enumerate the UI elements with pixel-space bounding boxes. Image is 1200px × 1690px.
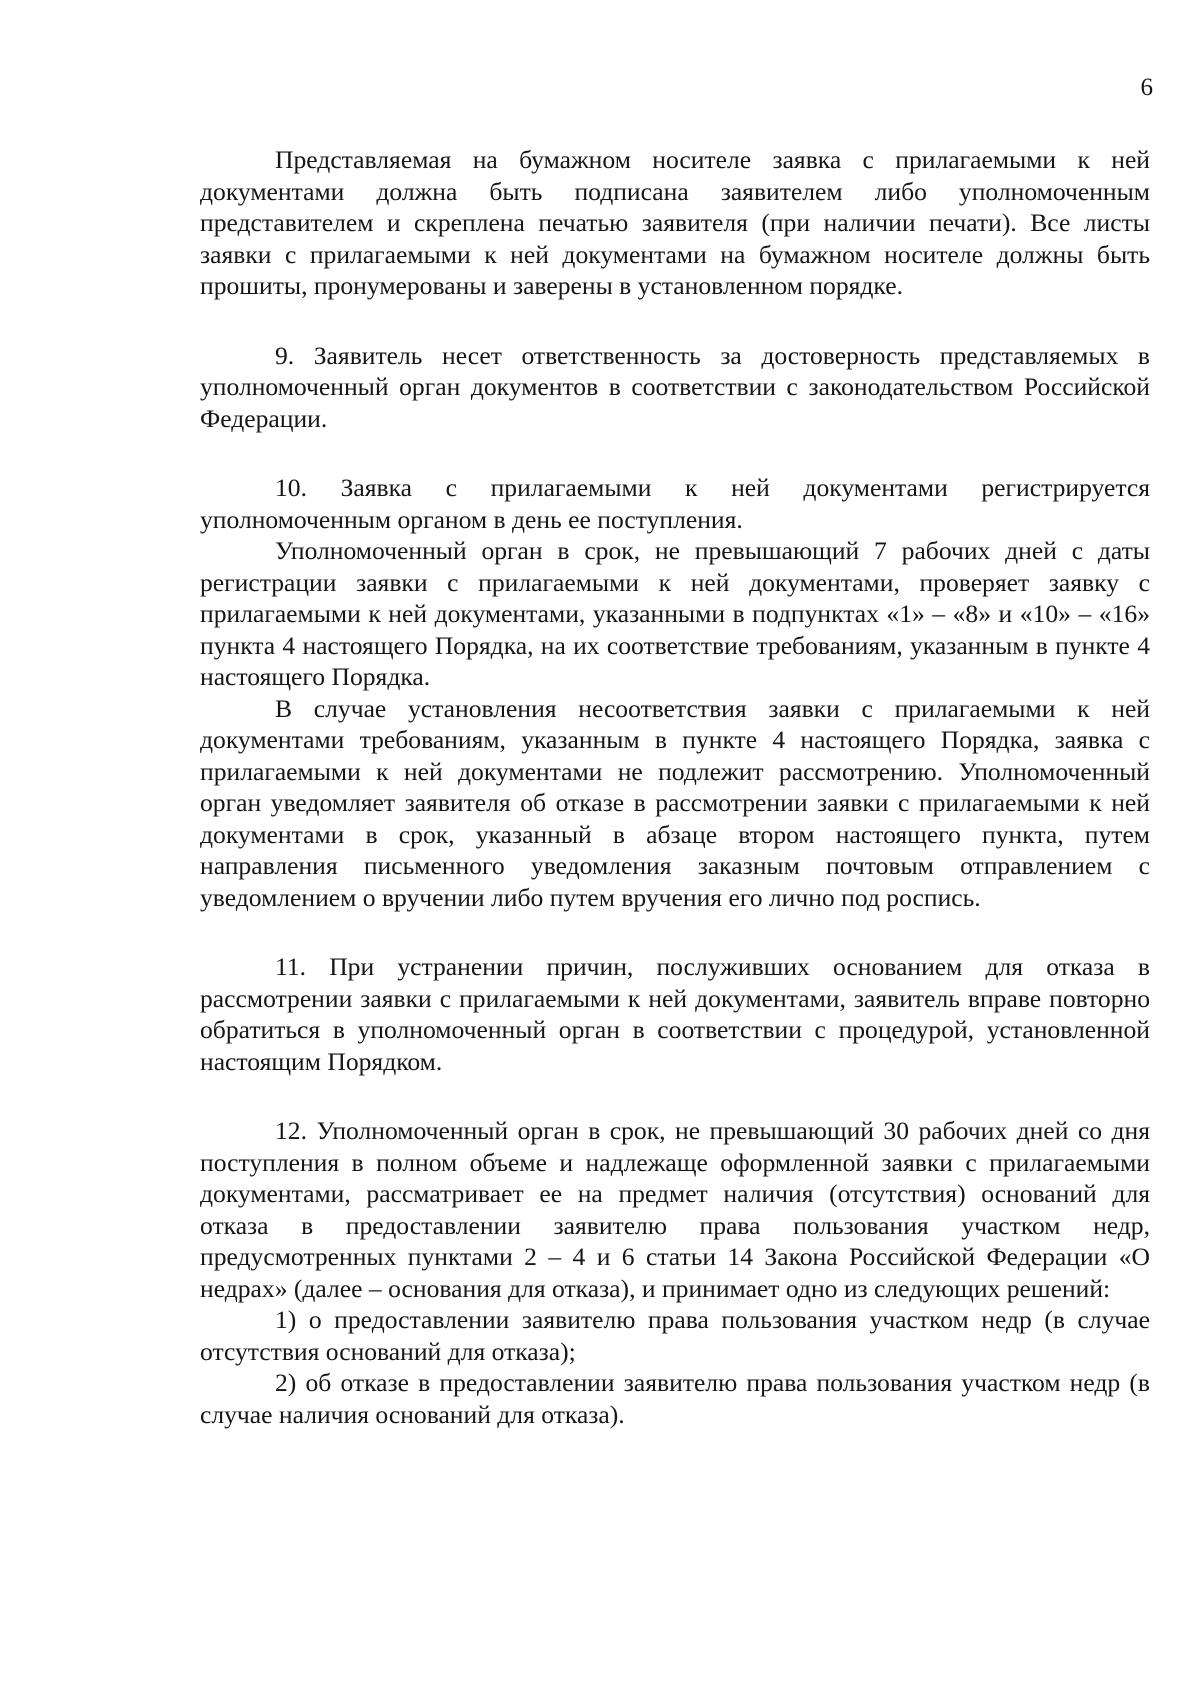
page-number: 6 — [1140, 74, 1153, 101]
paragraph-signing-requirements: Представляемая на бумажном носителе заявка с прилагаемыми к ней документами должна быть подписана заявителем либо уполномоченным представителем и скреплена печатью заявителя (при наличии печати). Все листы заявки с прилагаемыми к ней документами на бумажном носителе должны быть прошиты, пронумерованы и заверены в установленном порядке. — [200, 145, 1150, 300]
paragraph-item-10-mismatch: В случае установления несоответствия заявки с прилагаемыми к ней документами требованиям, указанным в пункте 4 настоящего Порядка, заявка с прилагаемыми к ней документами не подлежит рассмотрению. Уполномоченный орган уведомляет заявителя об отказе в рассмотрении заявки с прилагаемыми к ней документами в срок, указанный в абзаце втором настоящего пункта, путем направления письменного уведомления заказным почтовым отправлением с уведомлением о вручении либо путем вручения его лично под роспись. — [200, 693, 1150, 912]
paragraph-decision-2: 2) об отказе в предоставлении заявителю права пользования участком недр (в случае наличия оснований для отказа). — [200, 1368, 1150, 1429]
paragraph-item-10-review: Уполномоченный орган в срок, не превышающий 7 рабочих дней с даты регистрации заявки с прилагаемыми к ней документами, проверяет заявку с прилагаемыми к ней документами, указанными в подпунктах «1» – «8» и «10» – «16» пункта 4 настоящего Порядка, на их соответствие требованиям, указанным в пункте 4 настоящего Порядка. — [200, 536, 1150, 691]
paragraph-item-10: 10. Заявка с прилагаемыми к ней документами регистрируется уполномоченным органом в день ее поступления. — [200, 473, 1150, 534]
paragraph-item-9: 9. Заявитель несет ответственность за достоверность представляемых в уполномоченный орган документов в соответствии с законодательством Российской Федерации. — [200, 340, 1150, 433]
document-body — [200, 144, 1150, 1430]
paragraph-item-11: 11. При устранении причин, послуживших основанием для отказа в рассмотрении заявки с прилагаемыми к ней документами, заявитель вправе повторно обратиться в уполномоченный орган в соответствии с процедурой, установленной настоящим Порядком. — [200, 952, 1150, 1076]
paragraph-item-12: 12. Уполномоченный орган в срок, не превышающий 30 рабочих дней со дня поступления в полном объеме и надлежаще оформленной заявки с прилагаемыми документами, рассматривает ее на предмет наличия (отсутствия) оснований для отказа в предоставлении заявителю права пользования участком недр, предусмотренных пунктами 2 – 4 и 6 статьи 14 Закона Российской Федерации «О недрах» (далее – основания для отказа), и принимает одно из следующих решений: — [200, 1116, 1150, 1303]
paragraph-decision-1: 1) о предоставлении заявителю права пользования участком недр (в случае отсутствия оснований для отказа); — [200, 1305, 1150, 1366]
